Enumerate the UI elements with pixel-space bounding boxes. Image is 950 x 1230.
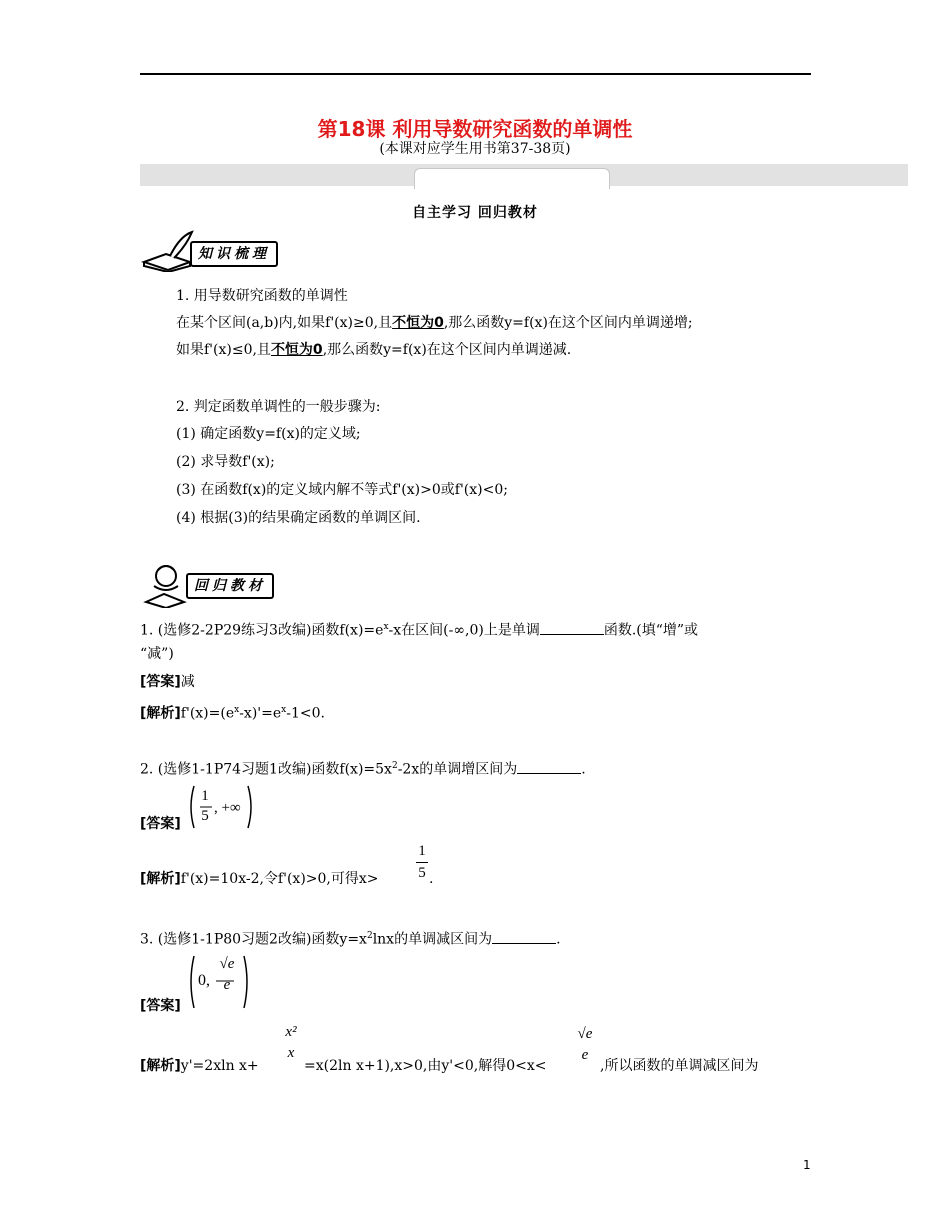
p2-answer-fraction xyxy=(198,788,212,825)
problem-3-answer-label: [答案] xyxy=(140,998,181,1014)
p2-analysis-text: f'(x)=10x-2,令f'(x)>0,可得x> xyxy=(180,871,379,887)
p2-answer-num: 1 xyxy=(201,788,209,804)
p3-text-a: 3. (选修1-1P80习题2改编)函数y=x xyxy=(140,931,367,948)
knowledge-badge: 知识梳理 xyxy=(190,241,278,267)
answer-label: [答案] xyxy=(140,674,181,690)
p2-analysis-den: 5 xyxy=(418,865,426,881)
knowledge-line-2 xyxy=(176,341,571,359)
p1-text-b: -x在区间(-∞,0)上是单调 xyxy=(388,622,540,639)
p2-answer-den: 5 xyxy=(201,808,209,824)
p1-text-c: 函数.(填“增”或 xyxy=(603,622,699,639)
problem-1-line2: “减”) xyxy=(140,646,174,662)
p1-sup: x xyxy=(383,622,389,632)
problem-3-analysis xyxy=(140,1057,259,1075)
problem-3 xyxy=(140,927,561,949)
p1-answer-text: 减 xyxy=(180,674,195,690)
p1-analysis-sup1: x xyxy=(234,705,240,715)
p3-answer-num: √e xyxy=(219,956,235,972)
p3-blank xyxy=(492,931,556,944)
problem-1 xyxy=(140,618,698,640)
knowledge-heading-1: 1. 用导数研究函数的单调性 xyxy=(176,288,348,304)
p2-analysis-num: 1 xyxy=(418,843,426,859)
p3-frac-den: x xyxy=(287,1045,295,1061)
step-1: (1) 确定函数y=f(x)的定义域; xyxy=(176,426,361,442)
reading-student-icon xyxy=(140,562,190,608)
p3-answer-fraction xyxy=(214,956,240,994)
top-rule xyxy=(140,73,811,75)
p3-frac-num: x² xyxy=(285,1024,297,1040)
p1-blank xyxy=(540,622,604,635)
line2-text-a: 如果f'(x)≤0,且 xyxy=(176,342,271,358)
p2-text-c: . xyxy=(581,761,586,778)
analysis-label-3: [解析] xyxy=(140,1058,181,1074)
p3-frac2-den: e xyxy=(581,1047,589,1063)
knowledge-heading-2: 2. 判定函数单调性的一般步骤为: xyxy=(176,399,381,415)
p3-text-c: . xyxy=(556,931,561,948)
knowledge-line-1 xyxy=(176,314,693,332)
analysis-label: [解析] xyxy=(140,705,181,722)
p2-answer-rest: , +∞ xyxy=(214,800,241,816)
p3-analysis-fraction-2 xyxy=(572,1026,598,1064)
problem-1-analysis xyxy=(140,701,325,723)
line1-emphasis: 不恒为0 xyxy=(392,315,444,331)
line1-text-a: 在某个区间(a,b)内,如果f'(x)≥0,且 xyxy=(176,315,393,331)
p2-blank xyxy=(517,761,581,774)
problem-1-answer xyxy=(140,673,195,691)
line2-text-b: ,那么函数y=f(x)在这个区间内单调递减. xyxy=(322,342,572,358)
step-3: (3) 在函数f(x)的定义域内解不等式f'(x)>0或f'(x)<0; xyxy=(176,482,508,498)
page-title: 第18课 利用导数研究函数的单调性 xyxy=(317,117,633,141)
p3-answer-zero: 0, xyxy=(198,972,210,989)
p3-text-b: lnx的单调减区间为 xyxy=(372,931,493,948)
problem-2-analysis xyxy=(140,870,379,888)
header-tab xyxy=(414,168,610,189)
p3-analysis-fraction-1 xyxy=(280,1024,302,1062)
p2-sup: 2 xyxy=(391,761,398,771)
p3-answer-den: e xyxy=(223,977,231,993)
p3-frac2-num: √e xyxy=(577,1026,593,1042)
fraction-line xyxy=(416,862,428,863)
p1-analysis-sup2: x xyxy=(281,705,287,715)
textbook-badge: 回归教材 xyxy=(186,573,274,599)
p1-analysis-a: f'(x)=(e xyxy=(180,705,235,722)
p2-analysis-end: . xyxy=(429,871,434,887)
line1-text-b: ,那么函数y=f(x)在这个区间内单调递增; xyxy=(443,315,693,331)
section-heading: 自主学习 回归教材 xyxy=(412,205,538,221)
step-4: (4) 根据(3)的结果确定函数的单调区间. xyxy=(176,510,421,526)
line2-emphasis: 不恒为0 xyxy=(270,342,323,358)
p3-analysis-c: ,所以函数的单调减区间为 xyxy=(600,1058,759,1074)
problem-2 xyxy=(140,757,586,779)
p2-text-b: -2x的单调增区间为 xyxy=(397,761,518,778)
p2-analysis-fraction xyxy=(416,843,428,882)
p3-analysis-b: =x(2ln x+1),x>0,由y'<0,解得0<x< xyxy=(304,1058,547,1074)
problem-2-answer-label: [答案] xyxy=(140,816,181,832)
page-number: 1 xyxy=(803,1158,811,1172)
analysis-label-2: [解析] xyxy=(140,871,181,887)
p3-analysis-a: y'=2xln x+ xyxy=(180,1058,259,1074)
p3-sup: 2 xyxy=(366,931,373,941)
page-subtitle: (本课对应学生用书第37-38页) xyxy=(379,141,571,157)
p2-text-a: 2. (选修1-1P74习题1改编)函数f(x)=5x xyxy=(140,761,392,778)
p1-text-a: 1. (选修2-2P29练习3改编)函数f(x)=e xyxy=(140,622,384,639)
p1-analysis-b: -x)'=e xyxy=(239,705,282,722)
p1-analysis-c: -1<0. xyxy=(286,705,325,722)
step-2: (2) 求导数f'(x); xyxy=(176,454,275,470)
